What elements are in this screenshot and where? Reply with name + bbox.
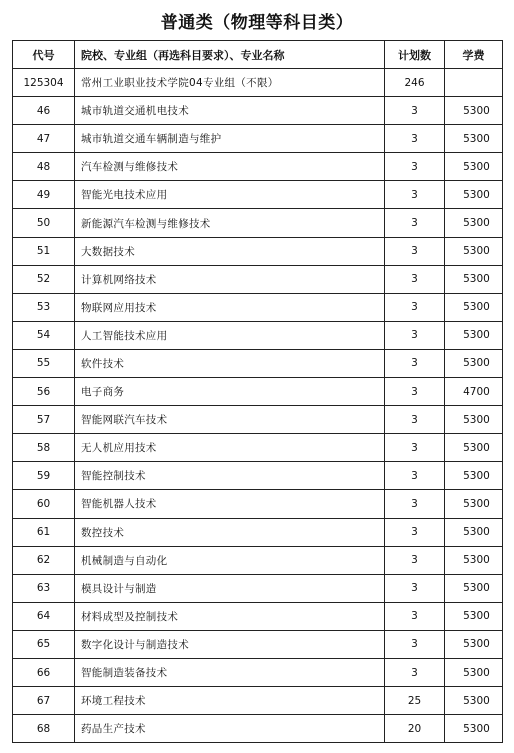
cell-fee: 5300: [445, 237, 503, 265]
table-row: [13, 658, 503, 686]
cell-fee: 5300: [445, 490, 503, 518]
cell-fee: 5300: [445, 349, 503, 377]
cell-name: 机械制造与自动化: [75, 546, 385, 574]
cell-plan: 3: [385, 490, 445, 518]
header-fee: 学费: [445, 41, 503, 69]
cell-name: 常州工业职业技术学院04专业组（不限）: [75, 69, 385, 97]
header-name: 院校、专业组（再选科目要求）、专业名称: [75, 41, 385, 69]
cell-code: 57: [13, 406, 75, 434]
cell-plan: 3: [385, 546, 445, 574]
header-plan: 计划数: [385, 41, 445, 69]
cell-code: 64: [13, 602, 75, 630]
cell-fee: 5300: [445, 546, 503, 574]
table-row: [13, 321, 503, 349]
cell-fee: 5300: [445, 293, 503, 321]
cell-name: 无人机应用技术: [75, 434, 385, 462]
cell-code: 51: [13, 237, 75, 265]
table-row: [13, 125, 503, 153]
page-title: 普通类（物理等科目类）: [160, 13, 354, 33]
cell-plan: 3: [385, 321, 445, 349]
table-body: [13, 69, 503, 743]
cell-code: 54: [13, 321, 75, 349]
table-row: [13, 97, 503, 125]
cell-plan: 3: [385, 378, 445, 406]
table-row: [13, 406, 503, 434]
cell-name: 药品生产技术: [75, 715, 385, 743]
cell-plan: 3: [385, 209, 445, 237]
table-row: [13, 378, 503, 406]
table-row: [13, 349, 503, 377]
cell-name: 计算机网络技术: [75, 265, 385, 293]
table-row: [13, 153, 503, 181]
table-row: [13, 462, 503, 490]
cell-fee: 5300: [445, 97, 503, 125]
cell-name: 材料成型及控制技术: [75, 602, 385, 630]
cell-code: 60: [13, 490, 75, 518]
table-row: [13, 490, 503, 518]
cell-name: 智能制造装备技术: [75, 658, 385, 686]
cell-code: 66: [13, 658, 75, 686]
cell-code: 62: [13, 546, 75, 574]
cell-plan: 3: [385, 349, 445, 377]
cell-fee: 5300: [445, 462, 503, 490]
cell-name: 城市轨道交通机电技术: [75, 97, 385, 125]
table-row: [13, 518, 503, 546]
table-row: [13, 630, 503, 658]
cell-plan: 3: [385, 518, 445, 546]
cell-plan: 3: [385, 602, 445, 630]
cell-name: 电子商务: [75, 378, 385, 406]
cell-fee: 5300: [445, 434, 503, 462]
cell-name: 物联网应用技术: [75, 293, 385, 321]
cell-code: 52: [13, 265, 75, 293]
cell-name: 智能光电技术应用: [75, 181, 385, 209]
cell-fee: 5300: [445, 406, 503, 434]
table-row: [13, 181, 503, 209]
cell-code: 46: [13, 97, 75, 125]
table-row: [13, 293, 503, 321]
table-row: [13, 546, 503, 574]
cell-plan: 3: [385, 237, 445, 265]
table-row: [13, 237, 503, 265]
table-row: [13, 715, 503, 743]
cell-plan: 3: [385, 406, 445, 434]
cell-plan: 3: [385, 293, 445, 321]
cell-plan: 3: [385, 574, 445, 602]
cell-name: 智能网联汽车技术: [75, 406, 385, 434]
cell-name: 环境工程技术: [75, 687, 385, 715]
cell-fee: 5300: [445, 265, 503, 293]
cell-code: 49: [13, 181, 75, 209]
cell-name: 智能控制技术: [75, 462, 385, 490]
cell-plan: 3: [385, 630, 445, 658]
table-row: [13, 602, 503, 630]
cell-fee: 4700: [445, 378, 503, 406]
cell-plan: 20: [385, 715, 445, 743]
cell-fee: 5300: [445, 209, 503, 237]
cell-name: 软件技术: [75, 349, 385, 377]
table-row: [13, 209, 503, 237]
cell-fee: 5300: [445, 687, 503, 715]
cell-fee: 5300: [445, 715, 503, 743]
cell-plan: 246: [385, 69, 445, 97]
cell-fee: [445, 69, 503, 97]
cell-name: 智能机器人技术: [75, 490, 385, 518]
cell-code: 67: [13, 687, 75, 715]
cell-code: 50: [13, 209, 75, 237]
cell-fee: 5300: [445, 321, 503, 349]
cell-code: 65: [13, 630, 75, 658]
cell-plan: 3: [385, 434, 445, 462]
cell-plan: 3: [385, 658, 445, 686]
cell-name: 大数据技术: [75, 237, 385, 265]
cell-code: 59: [13, 462, 75, 490]
cell-name: 城市轨道交通车辆制造与维护: [75, 125, 385, 153]
cell-plan: 3: [385, 462, 445, 490]
table-row: [13, 687, 503, 715]
table-row: [13, 69, 503, 97]
table-row: [13, 434, 503, 462]
cell-name: 数字化设计与制造技术: [75, 630, 385, 658]
cell-name: 数控技术: [75, 518, 385, 546]
cell-name: 人工智能技术应用: [75, 321, 385, 349]
cell-fee: 5300: [445, 181, 503, 209]
cell-code: 55: [13, 349, 75, 377]
cell-name: 新能源汽车检测与维修技术: [75, 209, 385, 237]
cell-fee: 5300: [445, 125, 503, 153]
cell-code: 56: [13, 378, 75, 406]
cell-code: 61: [13, 518, 75, 546]
header-code: 代号: [13, 41, 75, 69]
cell-fee: 5300: [445, 518, 503, 546]
cell-code: 47: [13, 125, 75, 153]
cell-fee: 5300: [445, 658, 503, 686]
cell-fee: 5300: [445, 602, 503, 630]
table-row: [13, 574, 503, 602]
cell-plan: 3: [385, 265, 445, 293]
cell-plan: 3: [385, 153, 445, 181]
cell-plan: 3: [385, 97, 445, 125]
cell-code: 63: [13, 574, 75, 602]
cell-code: 68: [13, 715, 75, 743]
table-row: [13, 265, 503, 293]
cell-name: 汽车检测与维修技术: [75, 153, 385, 181]
cell-plan: 25: [385, 687, 445, 715]
cell-code: 48: [13, 153, 75, 181]
cell-name: 模具设计与制造: [75, 574, 385, 602]
cell-plan: 3: [385, 181, 445, 209]
cell-code: 58: [13, 434, 75, 462]
admission-plan-table: [12, 40, 503, 743]
cell-fee: 5300: [445, 574, 503, 602]
cell-code: 53: [13, 293, 75, 321]
cell-plan: 3: [385, 125, 445, 153]
cell-fee: 5300: [445, 630, 503, 658]
table-header-row: [13, 41, 503, 69]
cell-fee: 5300: [445, 153, 503, 181]
cell-code: 125304: [13, 69, 75, 97]
